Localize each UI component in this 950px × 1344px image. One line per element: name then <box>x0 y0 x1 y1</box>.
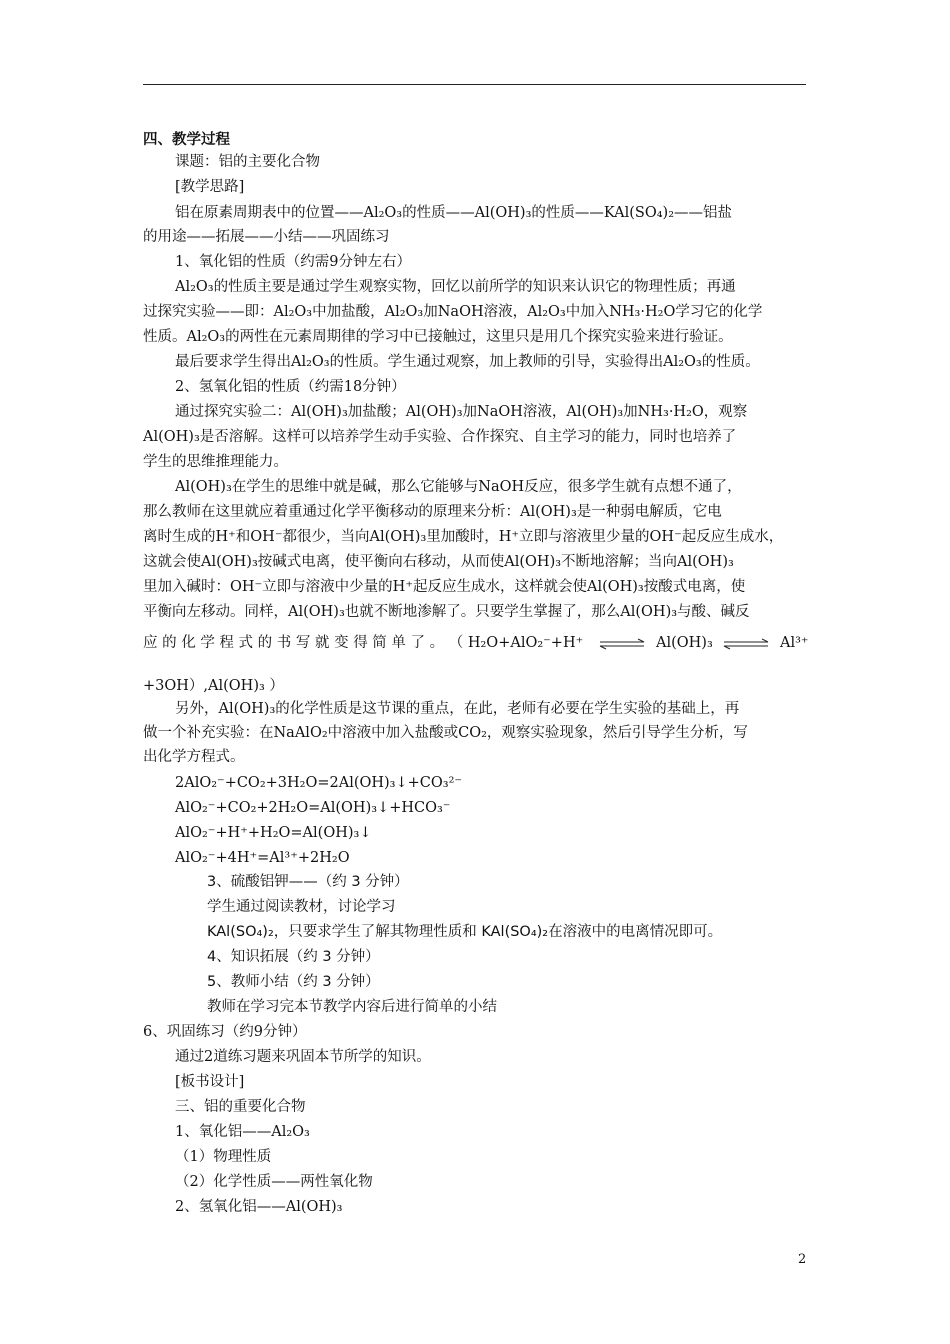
text-line: KAl(SO₄)₂，只要求学生了解其物理性质和 KAl(SO₄)₂在溶液中的电离情况即可。 <box>207 924 723 940</box>
text-line: Al₂O₃的性质主要是通过学生观察实物，回忆以前所学的知识来认识它的物理性质；再通 <box>175 279 736 295</box>
text-line: [教学思路] <box>175 179 245 195</box>
section-heading: 四、教学过程 <box>143 131 230 148</box>
equation-line: AlO₂⁻+H⁺+H₂O=Al(OH)₃↓ <box>175 825 372 841</box>
equation-line: AlO₂⁻+4H⁺=Al³⁺+2H₂O <box>175 850 350 866</box>
text-line: 做一个补充实验：在NaAlO₂中溶液中加入盐酸或CO₂，观察实验现象，然后引导学生分析，写 <box>143 725 748 741</box>
text-line: [板书设计] <box>175 1074 245 1090</box>
text-line: 那么教师在这里就应着重通过化学平衡移动的原理来分析：Al(OH)₃是一种弱电解质，它电 <box>143 504 722 520</box>
text-line: 里加入碱时：OH⁻立即与溶液中少量的H⁺起反应生成水，这样就会使Al(OH)₃按酸式电离，使 <box>143 579 746 595</box>
text-line: 另外，Al(OH)₃的化学性质是这节课的重点，在此，老师有必要在学生实验的基础上，再 <box>175 701 740 717</box>
text-line: （1）物理性质 <box>175 1149 272 1165</box>
text-line: 3、硫酸铝钾——（约 3 分钟） <box>207 874 409 890</box>
equation-line: 2AlO₂⁻+CO₂+3H₂O=2Al(OH)₃↓+CO₃²⁻ <box>175 775 463 791</box>
text-line: 2、氢氧化铝——Al(OH)₃ <box>175 1199 343 1215</box>
text-line: Al(OH)₃是否溶解。这样可以培养学生动手实验、合作探究、自主学习的能力，同时也培养了 <box>143 429 737 445</box>
text-line: 最后要求学生得出Al₂O₃的性质。学生通过观察，加上教师的引导，实验得出Al₂O₃的性质。 <box>175 354 760 370</box>
text-line: 教师在学习完本节教学内容后进行简单的小结 <box>207 999 497 1015</box>
text-line: （2）化学性质——两性氧化物 <box>175 1174 373 1190</box>
text-line: 学生通过阅读教材，讨论学习 <box>207 899 396 915</box>
text-line: 通过探究实验二：Al(OH)₃加盐酸；Al(OH)₃加NaOH溶液，Al(OH)₃加NH₃·H₂O，观察 <box>175 404 748 420</box>
text-line: 4、知识拓展（约 3 分钟） <box>207 949 380 965</box>
text-line: 5、教师小结（约 3 分钟） <box>207 974 380 990</box>
text-line: 课题：铝的主要化合物 <box>175 154 320 170</box>
text-line: 通过2道练习题来巩固本节所学的知识。 <box>175 1049 431 1065</box>
text-line: 三、铝的重要化合物 <box>175 1099 306 1115</box>
text-line: 1、氧化铝——Al₂O₃ <box>175 1124 310 1140</box>
text-line: 这就会使Al(OH)₃按碱式电离，使平衡向右移动，从而使Al(OH)₃不断地溶解；当向Al(OH)₃ <box>143 554 734 570</box>
text-line: Al³⁺ <box>780 635 809 651</box>
equation-line: AlO₂⁻+CO₂+2H₂O=Al(OH)₃↓+HCO₃⁻ <box>175 800 451 816</box>
header-rule <box>143 84 806 85</box>
text-line: 的用途——拓展——小结——巩固练习 <box>143 229 390 245</box>
equilibrium-arrow-icon <box>598 638 646 650</box>
text-line: 6、巩固练习（约9分钟） <box>143 1024 307 1040</box>
text-line: 平衡向左移动。同样，Al(OH)₃也就不断地渗解了。只要学生掌握了，那么Al(OH)₃与酸、碱反 <box>143 604 750 620</box>
text-line: +3OH）,Al(OH)₃ ） <box>143 678 284 694</box>
page-number: 2 <box>798 1252 807 1267</box>
equilibrium-arrow-icon <box>722 638 770 650</box>
text-line: 性质。Al₂O₃的两性在元素周期律的学习中已接触过，这里只是用几个探究实验来进行验证。 <box>143 329 733 345</box>
text-line: Al(OH)₃在学生的思维中就是碱，那么它能够与NaOH反应，很多学生就有点想不通了， <box>175 479 742 495</box>
text-line: Al(OH)₃ <box>656 635 713 651</box>
text-line: 铝在原素周期表中的位置——Al₂O₃的性质——Al(OH)₃的性质——KAl(SO₄)₂——铝盐 <box>175 205 733 221</box>
text-line: 应 的 化 学 程 式 的 书 写 就 变 得 简 单 了 。 （ H₂O+AlO₂⁻+H⁺ <box>143 635 584 651</box>
text-line: 学生的思维推理能力。 <box>143 454 288 470</box>
text-line: 过探究实验——即：Al₂O₃中加盐酸，Al₂O₃加NaOH溶液，Al₂O₃中加入NH₃·H₂O学习它的化学 <box>143 304 763 320</box>
text-line: 离时生成的H⁺和OH⁻都很少，当向Al(OH)₃里加酸时，H⁺立即与溶液里少量的OH⁻起反应生成水， <box>143 529 784 545</box>
text-line: 出化学方程式。 <box>143 749 245 765</box>
text-line: 2、氢氧化铝的性质（约需18分钟） <box>175 379 406 395</box>
text-line: 1、氧化铝的性质（约需9分钟左右） <box>175 254 411 270</box>
